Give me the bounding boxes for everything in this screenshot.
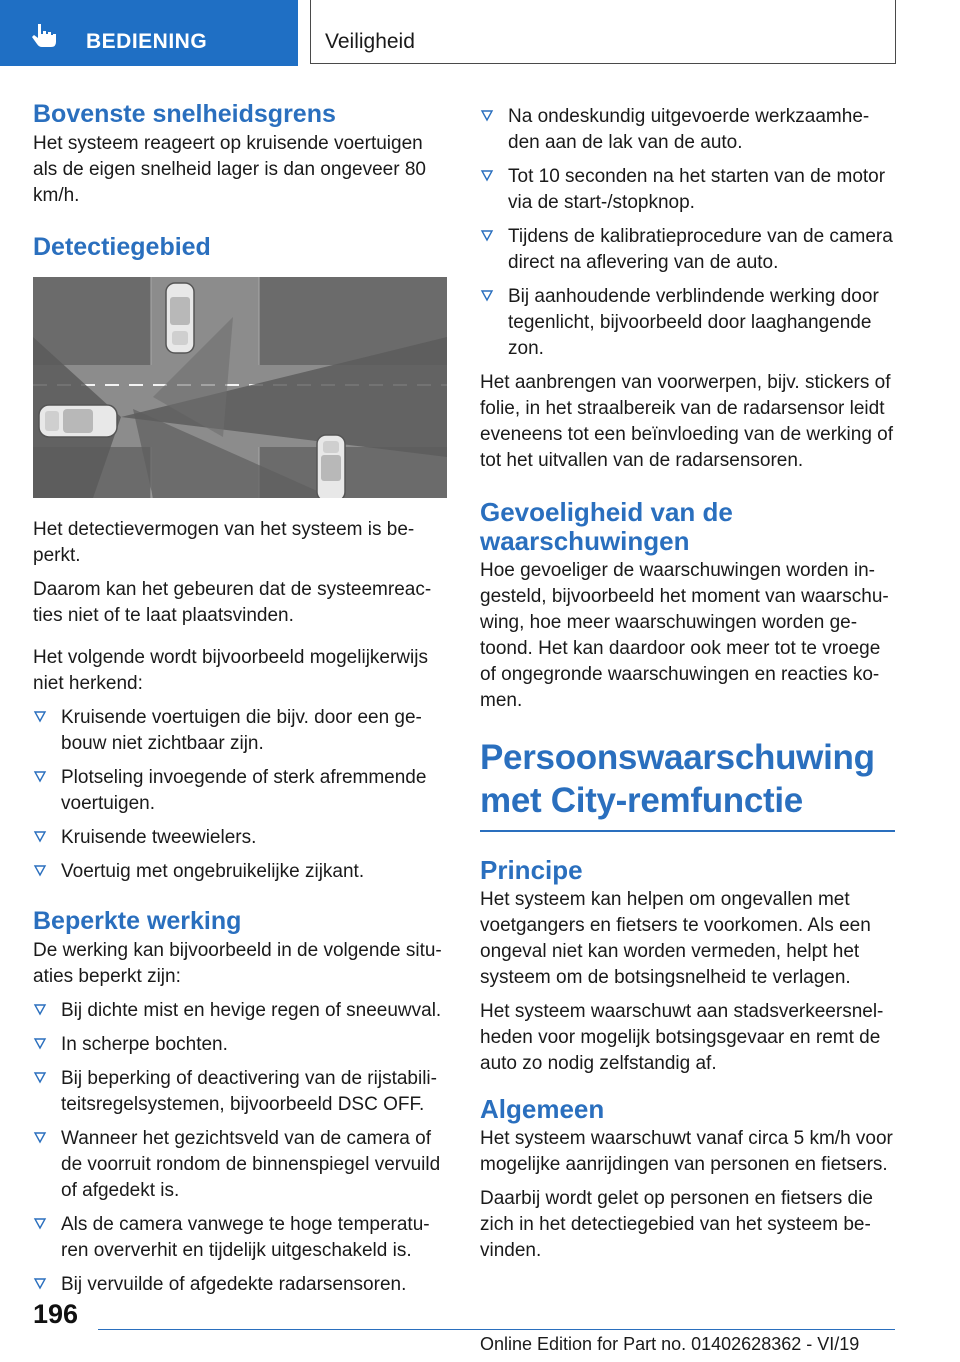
list-item-text: In scherpe bochten. [61,1034,228,1055]
list-item-text: Als de camera vanwege te hoge temperatu‐ren oververhit en tijdelijk uitgeschakeld is. [61,1214,430,1261]
heading-beperkte-werking: Beperkte werking [33,907,242,935]
list-item-text: Tijdens de kalibratieprocedure van de camera direct na aflevering van de auto. [508,226,893,273]
paragraph: De werking kan bijvoorbeeld in de volgende situ‐aties beperkt zijn: [33,940,442,987]
page-title: Veiligheid [325,30,415,53]
list-item [33,705,449,757]
paragraph: Het volgende wordt bijvoorbeeld mogelijkerwijs niet herkend: [33,647,428,694]
right-column [480,104,896,1264]
triangle-bullet-icon [33,1071,47,1085]
heading-persoonswaarschuwing: Persoonswaarschuwing met City-remfunctie [480,738,875,820]
list-item [33,859,449,885]
list-item [33,1126,449,1204]
list-item [480,284,896,362]
heading-bovenste-snelheidsgrens: Bovenste snelheidsgrens [33,100,336,128]
list-item [480,164,896,216]
triangle-bullet-icon [33,1277,47,1291]
triangle-bullet-icon [480,229,494,243]
paragraph: Hoe gevoeliger de waarschuwingen worden in‐gesteld, bijvoorbeeld het moment van waarschu‐wing, hoe meer waarschuwingen worden ge‐toond. Het kan daardoor ook meer tot te vroege of ongegronde waarschuwingen en reacties ko‐men. [480,560,889,711]
heading-principe: Principe [480,855,583,885]
triangle-bullet-icon [33,1037,47,1051]
triangle-bullet-icon [33,864,47,878]
list-item-text: Wanneer het gezichtsveld van de camera of de voorruit rondom de binnenspiegel vervuild of afgedekt is. [61,1128,441,1201]
paragraph: Het aanbrengen van voorwerpen, bijv. stickers of folie, in het straalbereik van de radarsensor leidt eveneens tot een beïnvloeding van de werking of tot het uitvallen van de radarsensoren. [480,372,894,471]
list-item [33,1212,449,1264]
paragraph: Het systeem waarschuwt aan stadsverkeersnel‐heden voor mogelijk botsingsgevaar en remt de auto zo nodig zelfstandig af. [480,1001,884,1074]
triangle-bullet-icon [33,1131,47,1145]
heading-gevoeligheid: Gevoeligheid van de waarschuwingen [480,497,733,556]
list-item-text: Voertuig met ongebruikelijke zijkant. [61,861,365,882]
triangle-bullet-icon [33,1217,47,1231]
triangle-bullet-icon [33,710,47,724]
triangle-bullet-icon [480,289,494,303]
left-column [33,100,449,1306]
list-item [480,224,896,276]
list-item [33,998,449,1024]
heading-algemeen: Algemeen [480,1094,605,1124]
list-limited-function-cont [480,104,896,362]
list-item [33,825,449,851]
paragraph: Daarom kan het gebeuren dat de systeemreac‐ties niet of te laat plaatsvinden. [33,579,432,626]
detection-area-figure [33,277,447,498]
list-item-text: Kruisende tweewielers. [61,827,257,848]
list-item [33,765,449,817]
list-item-text: Tot 10 seconden na het starten van de motor via de start-/stopknop. [508,166,886,213]
edition-text: Online Edition for Part no. 01402628362 - VI/19 [480,1334,860,1354]
paragraph: Het detectievermogen van het systeem is be‐perkt. [33,519,415,566]
list-item-text: Bij dichte mist en hevige regen of sneeuwval. [61,1000,442,1021]
triangle-bullet-icon [480,109,494,123]
list-item [33,1032,449,1058]
triangle-bullet-icon [33,830,47,844]
list-limited-function [33,998,449,1298]
page-number: 196 [33,1299,79,1329]
paragraph: Het systeem kan helpen om ongevallen met voetgangers en fietsers te voorkomen. Als een ongeval niet kan worden vermeden, helpt het systeem om de botsingsnelheid te verlagen. [480,889,871,988]
triangle-bullet-icon [33,1003,47,1017]
heading-detectiegebied: Detectiegebied [33,233,211,261]
list-item [480,104,896,156]
paragraph: Het systeem reageert op kruisende voertuigen als de eigen snelheid lager is dan ongeveer 80 km/h. [33,133,426,206]
detection-area-illustration [33,277,447,498]
triangle-bullet-icon [33,770,47,784]
list-item [33,1272,449,1298]
section-label: BEDIENING [86,30,208,53]
list-item-text: Bij beperking of deactivering van de rijstabili‐teitsregelsystemen, bijvoorbeeld DSC OFF. [61,1068,437,1115]
list-item-text: Bij vervuilde of afgedekte radarsensoren. [61,1274,407,1295]
list-item-text: Na ondeskundig uitgevoerde werkzaamhe‐den aan de lak van de auto. [508,106,870,153]
paragraph: Het systeem waarschuwt vanaf circa 5 km/h voor mogelijke aanrijdingen van personen en fietsers. [480,1128,893,1175]
list-not-detected [33,705,449,885]
footer-rule [98,1329,895,1330]
list-item-text: Bij aanhoudende verblindende werking door tegenlicht, bijvoorbeeld door laaghangende zon. [508,286,879,359]
list-item-text: Plotseling invoegende of sterk afremmende voertuigen. [61,767,427,814]
triangle-bullet-icon [480,169,494,183]
list-item [33,1066,449,1118]
hand-pointer-icon [30,22,58,48]
paragraph: Daarbij wordt gelet op personen en fietsers die zich in het detectiegebied van het systeem be‐vinden. [480,1188,873,1261]
list-item-text: Kruisende voertuigen die bijv. door een ge‐bouw niet zichtbaar zijn. [61,707,422,754]
